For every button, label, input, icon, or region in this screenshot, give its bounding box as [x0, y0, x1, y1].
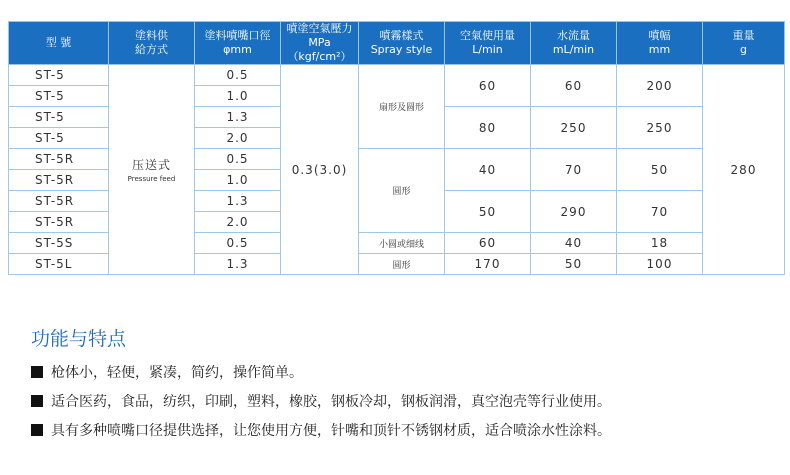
water-flow-cell: 290 — [531, 191, 617, 233]
spray-width-cell: 18 — [617, 233, 703, 254]
square-bullet-icon — [31, 395, 43, 407]
model-cell: ST-5S — [9, 233, 109, 254]
spray-width-cell: 100 — [617, 254, 703, 275]
model-cell: ST-5R — [9, 149, 109, 170]
spray-style-cell: 小圆或细线 — [359, 233, 445, 254]
nozzle-cell: 2.0 — [195, 128, 281, 149]
nozzle-cell: 0.5 — [195, 149, 281, 170]
feature-item — [31, 420, 611, 440]
air-use-cell: 80 — [445, 107, 531, 149]
spray-width-cell: 70 — [617, 191, 703, 233]
model-cell: ST-5L — [9, 254, 109, 275]
water-flow-cell: 50 — [531, 254, 617, 275]
nozzle-cell: 1.3 — [195, 191, 281, 212]
feed-cn: 压送式 — [131, 158, 171, 172]
spray-width-cell: 250 — [617, 107, 703, 149]
water-flow-cell: 40 — [531, 233, 617, 254]
spray-width-cell: 200 — [617, 65, 703, 107]
header-pressure: 噴塗空氣壓力 MPa（kgf/cm²） — [281, 22, 359, 65]
spray-style-cell: 圆形 — [359, 254, 445, 275]
pressure-cell: 0.3(3.0) — [281, 65, 359, 275]
water-flow-cell: 70 — [531, 149, 617, 191]
water-flow-cell: 60 — [531, 65, 617, 107]
header-feed: 塗料供 給方式 — [109, 22, 195, 65]
nozzle-cell: 1.0 — [195, 170, 281, 191]
table-row — [9, 65, 785, 86]
feature-item — [31, 391, 611, 411]
header-spray-style: 噴霧樣式 Spray style — [359, 22, 445, 65]
nozzle-cell: 0.5 — [195, 65, 281, 86]
nozzle-cell: 1.3 — [195, 107, 281, 128]
header-nozzle: 塗料噴嘴口徑 φmm — [195, 22, 281, 65]
model-cell: ST-5 — [9, 65, 109, 86]
feature-text: 具有多种喷嘴口径提供选择，让您使用方便，针嘴和顶针不锈钢材质，适合喷涂水性涂料。 — [51, 423, 611, 439]
features-title: 功能与特点 — [31, 328, 127, 350]
air-use-cell: 40 — [445, 149, 531, 191]
header-water-flow: 水流量 mL/min — [531, 22, 617, 65]
spray-style-cell: 扇形及圆形 — [359, 65, 445, 149]
model-cell: ST-5 — [9, 86, 109, 107]
square-bullet-icon — [31, 366, 43, 378]
header-air-use: 空氣使用量 L/min — [445, 22, 531, 65]
water-flow-cell: 250 — [531, 107, 617, 149]
nozzle-cell: 1.3 — [195, 254, 281, 275]
spec-table — [8, 21, 785, 275]
air-use-cell: 50 — [445, 191, 531, 233]
feed-cell — [109, 65, 195, 275]
nozzle-cell: 1.0 — [195, 86, 281, 107]
air-use-cell: 60 — [445, 233, 531, 254]
header-model: 型 號 — [9, 22, 109, 65]
air-use-cell: 60 — [445, 65, 531, 107]
feature-text: 适合医药，食品，纺织，印刷，塑料，橡胶，钢板冷却，钢板润滑，真空泡壳等行业使用。 — [51, 394, 611, 410]
weight-cell: 280 — [703, 65, 785, 275]
feature-text: 枪体小，轻便，紧凑，简约，操作简单。 — [51, 365, 303, 381]
square-bullet-icon — [31, 424, 43, 436]
nozzle-cell: 0.5 — [195, 233, 281, 254]
spray-width-cell: 50 — [617, 149, 703, 191]
header-row — [9, 22, 785, 65]
spray-style-cell: 圆形 — [359, 149, 445, 233]
header-weight: 重量 g — [703, 22, 785, 65]
model-cell: ST-5R — [9, 191, 109, 212]
model-cell: ST-5 — [9, 128, 109, 149]
header-spray-width: 噴幅 mm — [617, 22, 703, 65]
model-cell: ST-5R — [9, 212, 109, 233]
feature-item — [31, 362, 303, 382]
feed-en: Pressure feed — [127, 175, 176, 183]
nozzle-cell: 2.0 — [195, 212, 281, 233]
model-cell: ST-5R — [9, 170, 109, 191]
air-use-cell: 170 — [445, 254, 531, 275]
model-cell: ST-5 — [9, 107, 109, 128]
